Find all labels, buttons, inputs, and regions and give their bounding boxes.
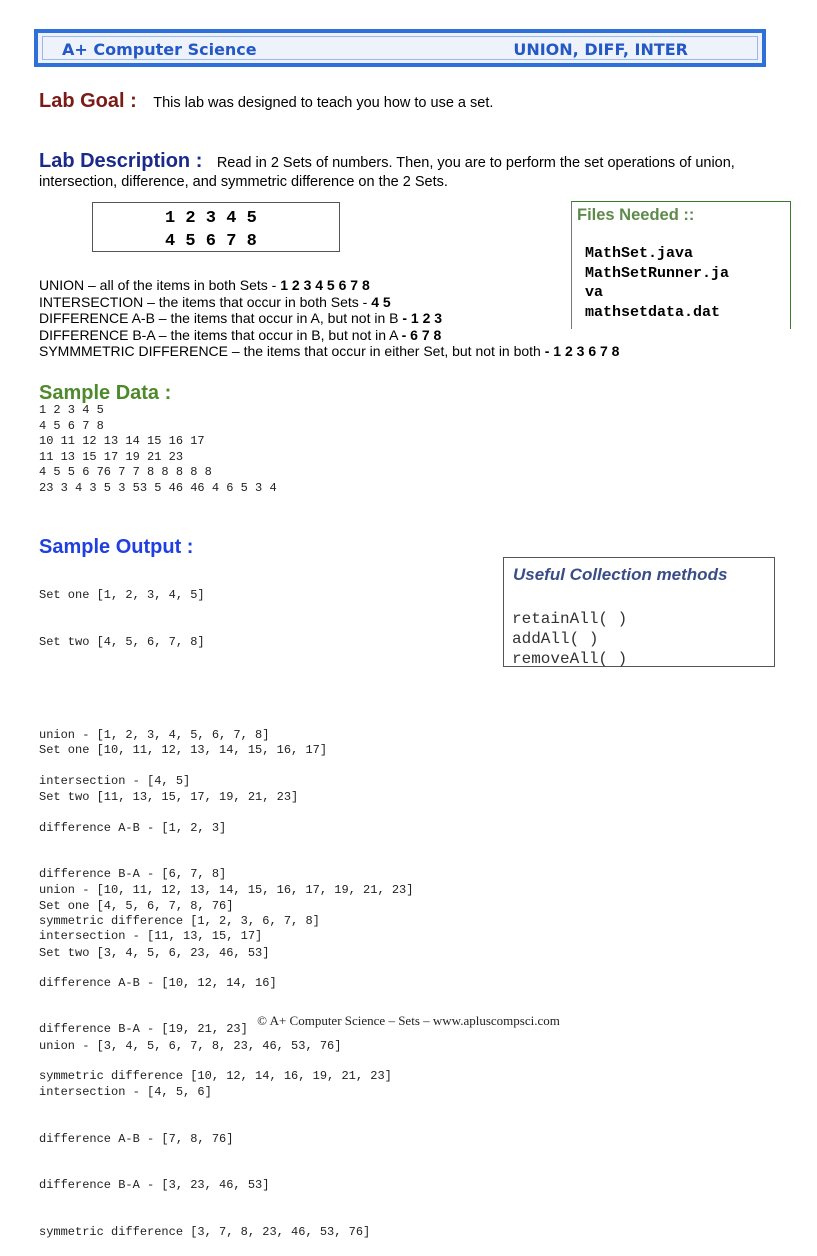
sample-data-block bbox=[39, 403, 277, 496]
output-line: symmetric difference [3, 7, 8, 23, 46, 53, 76] bbox=[39, 1224, 371, 1239]
output-line: union - [3, 4, 5, 6, 7, 8, 23, 46, 53, 76] bbox=[39, 1038, 342, 1053]
header-title: A+ Computer Science bbox=[62, 40, 257, 59]
output-line: Set one [4, 5, 6, 7, 8, 76] bbox=[39, 899, 234, 913]
output-line: Set one [10, 11, 12, 13, 14, 15, 16, 17] bbox=[39, 743, 328, 757]
lab-description-line1: Read in 2 Sets of numbers. Then, you are to perform the set operations of union, bbox=[216, 155, 735, 171]
file-item: MathSetRunner.ja bbox=[585, 264, 730, 282]
sample-output-block-3 bbox=[39, 868, 370, 1256]
output-line: symmetric difference [1, 2, 3, 6, 7, 8] bbox=[39, 913, 320, 928]
operation-intersection: INTERSECTION – the items that occur in both Sets - 4 5 bbox=[39, 293, 391, 310]
output-line: Set two [3, 4, 5, 6, 23, 46, 53] bbox=[39, 945, 270, 960]
files-needed-title: Files Needed :: bbox=[577, 206, 695, 224]
output-line: difference B-A - [19, 21, 23] bbox=[39, 1022, 248, 1036]
method-item: retainAll( ) bbox=[512, 610, 628, 628]
method-item: removeAll( ) bbox=[512, 650, 628, 668]
operation-symmetric-difference: SYMMMETRIC DIFFERENCE – the items that occur in either Set, but not in both - 1 2 3 6 7 8 bbox=[39, 343, 620, 360]
lab-goal-label: Lab Goal : bbox=[39, 90, 137, 112]
output-line: intersection - [4, 5, 6] bbox=[39, 1085, 212, 1099]
sample-data-line: 1 2 3 4 5 bbox=[39, 403, 104, 417]
output-line: difference A-B - [1, 2, 3] bbox=[39, 820, 227, 835]
output-line: intersection - [4, 5] bbox=[39, 774, 191, 788]
output-line: difference B-A - [3, 23, 46, 53] bbox=[39, 1178, 270, 1192]
output-line: Set two [4, 5, 6, 7, 8] bbox=[39, 634, 205, 649]
header-topic: UNION, DIFF, INTER bbox=[513, 40, 688, 59]
sample-data-label: Sample Data : bbox=[39, 382, 172, 404]
file-item: MathSet.java bbox=[585, 245, 694, 262]
sample-data-line: 11 13 15 17 19 21 23 bbox=[39, 449, 184, 464]
output-line: Set one [1, 2, 3, 4, 5] bbox=[39, 588, 205, 602]
output-line: union - [10, 11, 12, 13, 14, 15, 16, 17, 19, 21, 23] bbox=[39, 882, 414, 897]
output-line: union - [1, 2, 3, 4, 5, 6, 7, 8] bbox=[39, 727, 270, 742]
page-footer: © A+ Computer Science – Sets – www.apluscompsci.com bbox=[257, 1013, 560, 1028]
file-item: mathsetdata.dat bbox=[585, 303, 721, 321]
output-line: intersection - [11, 13, 15, 17] bbox=[39, 929, 263, 943]
file-item: va bbox=[585, 284, 604, 301]
output-line: difference B-A - [6, 7, 8] bbox=[39, 867, 227, 881]
sample-data-line: 23 3 4 3 5 3 53 5 46 46 4 6 5 3 4 bbox=[39, 480, 277, 495]
method-item: addAll( ) bbox=[512, 630, 599, 648]
operation-difference-a-b: DIFFERENCE A-B – the items that occur in A, but not in B - 1 2 3 bbox=[39, 310, 443, 327]
sample-data-line: 10 11 12 13 14 15 16 17 bbox=[39, 434, 205, 448]
output-line: Set two [11, 13, 15, 17, 19, 21, 23] bbox=[39, 789, 299, 804]
lab-description bbox=[39, 150, 779, 173]
output-line: symmetric difference [10, 12, 14, 16, 19, 21, 23] bbox=[39, 1068, 392, 1083]
example-set-one: 1 2 3 4 5 bbox=[165, 209, 257, 228]
example-sets-box bbox=[92, 202, 340, 252]
sample-output-label: Sample Output : bbox=[39, 536, 194, 558]
sample-data-line: 4 5 6 7 8 bbox=[39, 418, 104, 433]
output-line: difference A-B - [7, 8, 76] bbox=[39, 1131, 234, 1146]
header-banner bbox=[34, 29, 766, 67]
lab-description-label: Lab Description : bbox=[39, 150, 203, 172]
operation-difference-b-a: DIFFERENCE B-A – the items that occur in B, but not in A - 6 7 8 bbox=[39, 326, 442, 343]
lab-goal bbox=[39, 90, 493, 113]
sample-data-line: 4 5 5 6 76 7 7 8 8 8 8 8 bbox=[39, 465, 212, 479]
operation-union: UNION – all of the items in both Sets - 1 2 3 4 5 6 7 8 bbox=[39, 277, 370, 293]
operations-list bbox=[39, 277, 619, 360]
useful-methods-title: Useful Collection methods bbox=[513, 565, 728, 584]
lab-goal-text: This lab was designed to teach you how to use a set. bbox=[153, 95, 494, 111]
example-set-two: 4 5 6 7 8 bbox=[165, 232, 257, 251]
output-line: difference A-B - [10, 12, 14, 16] bbox=[39, 975, 277, 990]
useful-methods-list bbox=[512, 609, 627, 669]
useful-methods-box bbox=[503, 557, 775, 667]
lab-description-line2: intersection, difference, and symmetric difference on the 2 Sets. bbox=[39, 174, 448, 190]
